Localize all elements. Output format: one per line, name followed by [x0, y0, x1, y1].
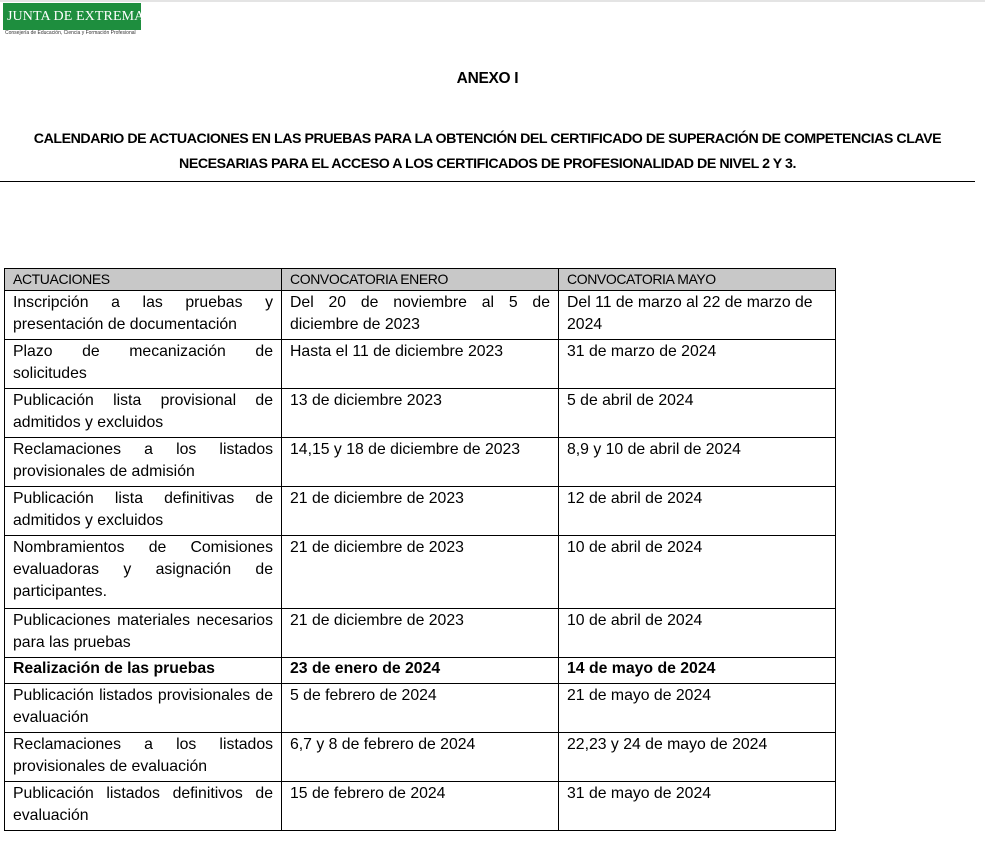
- mayo-cell: 12 de abril de 2024: [559, 487, 836, 536]
- mayo-cell: 14 de mayo de 2024: [559, 658, 836, 684]
- calendar-table: [4, 268, 836, 831]
- table-row: [5, 389, 836, 438]
- mayo-cell: 5 de abril de 2024: [559, 389, 836, 438]
- actuacion-cell: Plazo de mecanización de solicitudes: [5, 340, 282, 389]
- enero-cell: 6,7 y 8 de febrero de 2024: [282, 733, 559, 782]
- actuacion-cell: Publicación listados definitivos de evaluación: [5, 782, 282, 831]
- actuacion-cell: Publicación lista definitivas de admitidos y excluidos: [5, 487, 282, 536]
- column-header-mayo: CONVOCATORIA MAYO: [559, 269, 836, 291]
- enero-cell: Hasta el 11 de diciembre 2023: [282, 340, 559, 389]
- junta-logo: JUNTA DE EXTREMADURA: [3, 3, 141, 30]
- enero-cell: 21 de diciembre de 2023: [282, 487, 559, 536]
- page-top-rule: [0, 0, 985, 2]
- column-header-actuaciones: ACTUACIONES: [5, 269, 282, 291]
- enero-cell: 21 de diciembre de 2023: [282, 609, 559, 658]
- table-header-row: [5, 269, 836, 291]
- mayo-cell: 22,23 y 24 de mayo de 2024: [559, 733, 836, 782]
- mayo-cell: 10 de abril de 2024: [559, 536, 836, 609]
- actuacion-cell: Inscripción a las pruebas y presentación de documentación: [5, 291, 282, 340]
- heading-divider: [0, 181, 975, 182]
- enero-cell: 23 de enero de 2024: [282, 658, 559, 684]
- annex-title: ANEXO I: [456, 70, 519, 87]
- enero-cell: 21 de diciembre de 2023: [282, 536, 559, 609]
- actuacion-cell: Publicación lista provisional de admitidos y excluidos: [5, 389, 282, 438]
- actuacion-cell: Publicación listados provisionales de evaluación: [5, 684, 282, 733]
- mayo-cell: 21 de mayo de 2024: [559, 684, 836, 733]
- enero-cell: Del 20 de noviembre al 5 de diciembre de 2023: [282, 291, 559, 340]
- table-row: [5, 782, 836, 831]
- actuacion-cell: Nombramientos de Comisiones evaluadoras y asignación de participantes.: [5, 536, 282, 609]
- table-row-highlight: [5, 658, 836, 684]
- table-row: [5, 291, 836, 340]
- mayo-cell: Del 11 de marzo al 22 de marzo de 2024: [559, 291, 836, 340]
- table-row: [5, 340, 836, 389]
- actuacion-cell: Reclamaciones a los listados provisionales de evaluación: [5, 733, 282, 782]
- enero-cell: 13 de diciembre 2023: [282, 389, 559, 438]
- table-row: [5, 487, 836, 536]
- table-row: [5, 733, 836, 782]
- mayo-cell: 10 de abril de 2024: [559, 609, 836, 658]
- logo-subtitle: Consejería de Educación, Ciencia y Formación Profesional: [5, 30, 136, 36]
- enero-cell: 5 de febrero de 2024: [282, 684, 559, 733]
- enero-cell: 14,15 y 18 de diciembre de 2023: [282, 438, 559, 487]
- actuacion-cell: Realización de las pruebas: [5, 658, 282, 684]
- enero-cell: 15 de febrero de 2024: [282, 782, 559, 831]
- table-row: [5, 684, 836, 733]
- actuacion-cell: Publicaciones materiales necesarios para las pruebas: [5, 609, 282, 658]
- mayo-cell: 31 de mayo de 2024: [559, 782, 836, 831]
- mayo-cell: 8,9 y 10 de abril de 2024: [559, 438, 836, 487]
- table-row: [5, 536, 836, 609]
- actuacion-cell: Reclamaciones a los listados provisionales de admisión: [5, 438, 282, 487]
- table-row: [5, 609, 836, 658]
- table-row: [5, 438, 836, 487]
- document-heading: CALENDARIO DE ACTUACIONES EN LAS PRUEBAS PARA LA OBTENCIÓN DEL CERTIFICADO DE SUPERACIÓN DE COMPETENCIAS CLAVE NECESARIAS PARA EL ACCESO A LOS CERTIFICADOS DE PROFESIONALIDAD DE NIVEL 2 Y 3.: [33, 131, 942, 172]
- column-header-enero: CONVOCATORIA ENERO: [282, 269, 559, 291]
- mayo-cell: 31 de marzo de 2024: [559, 340, 836, 389]
